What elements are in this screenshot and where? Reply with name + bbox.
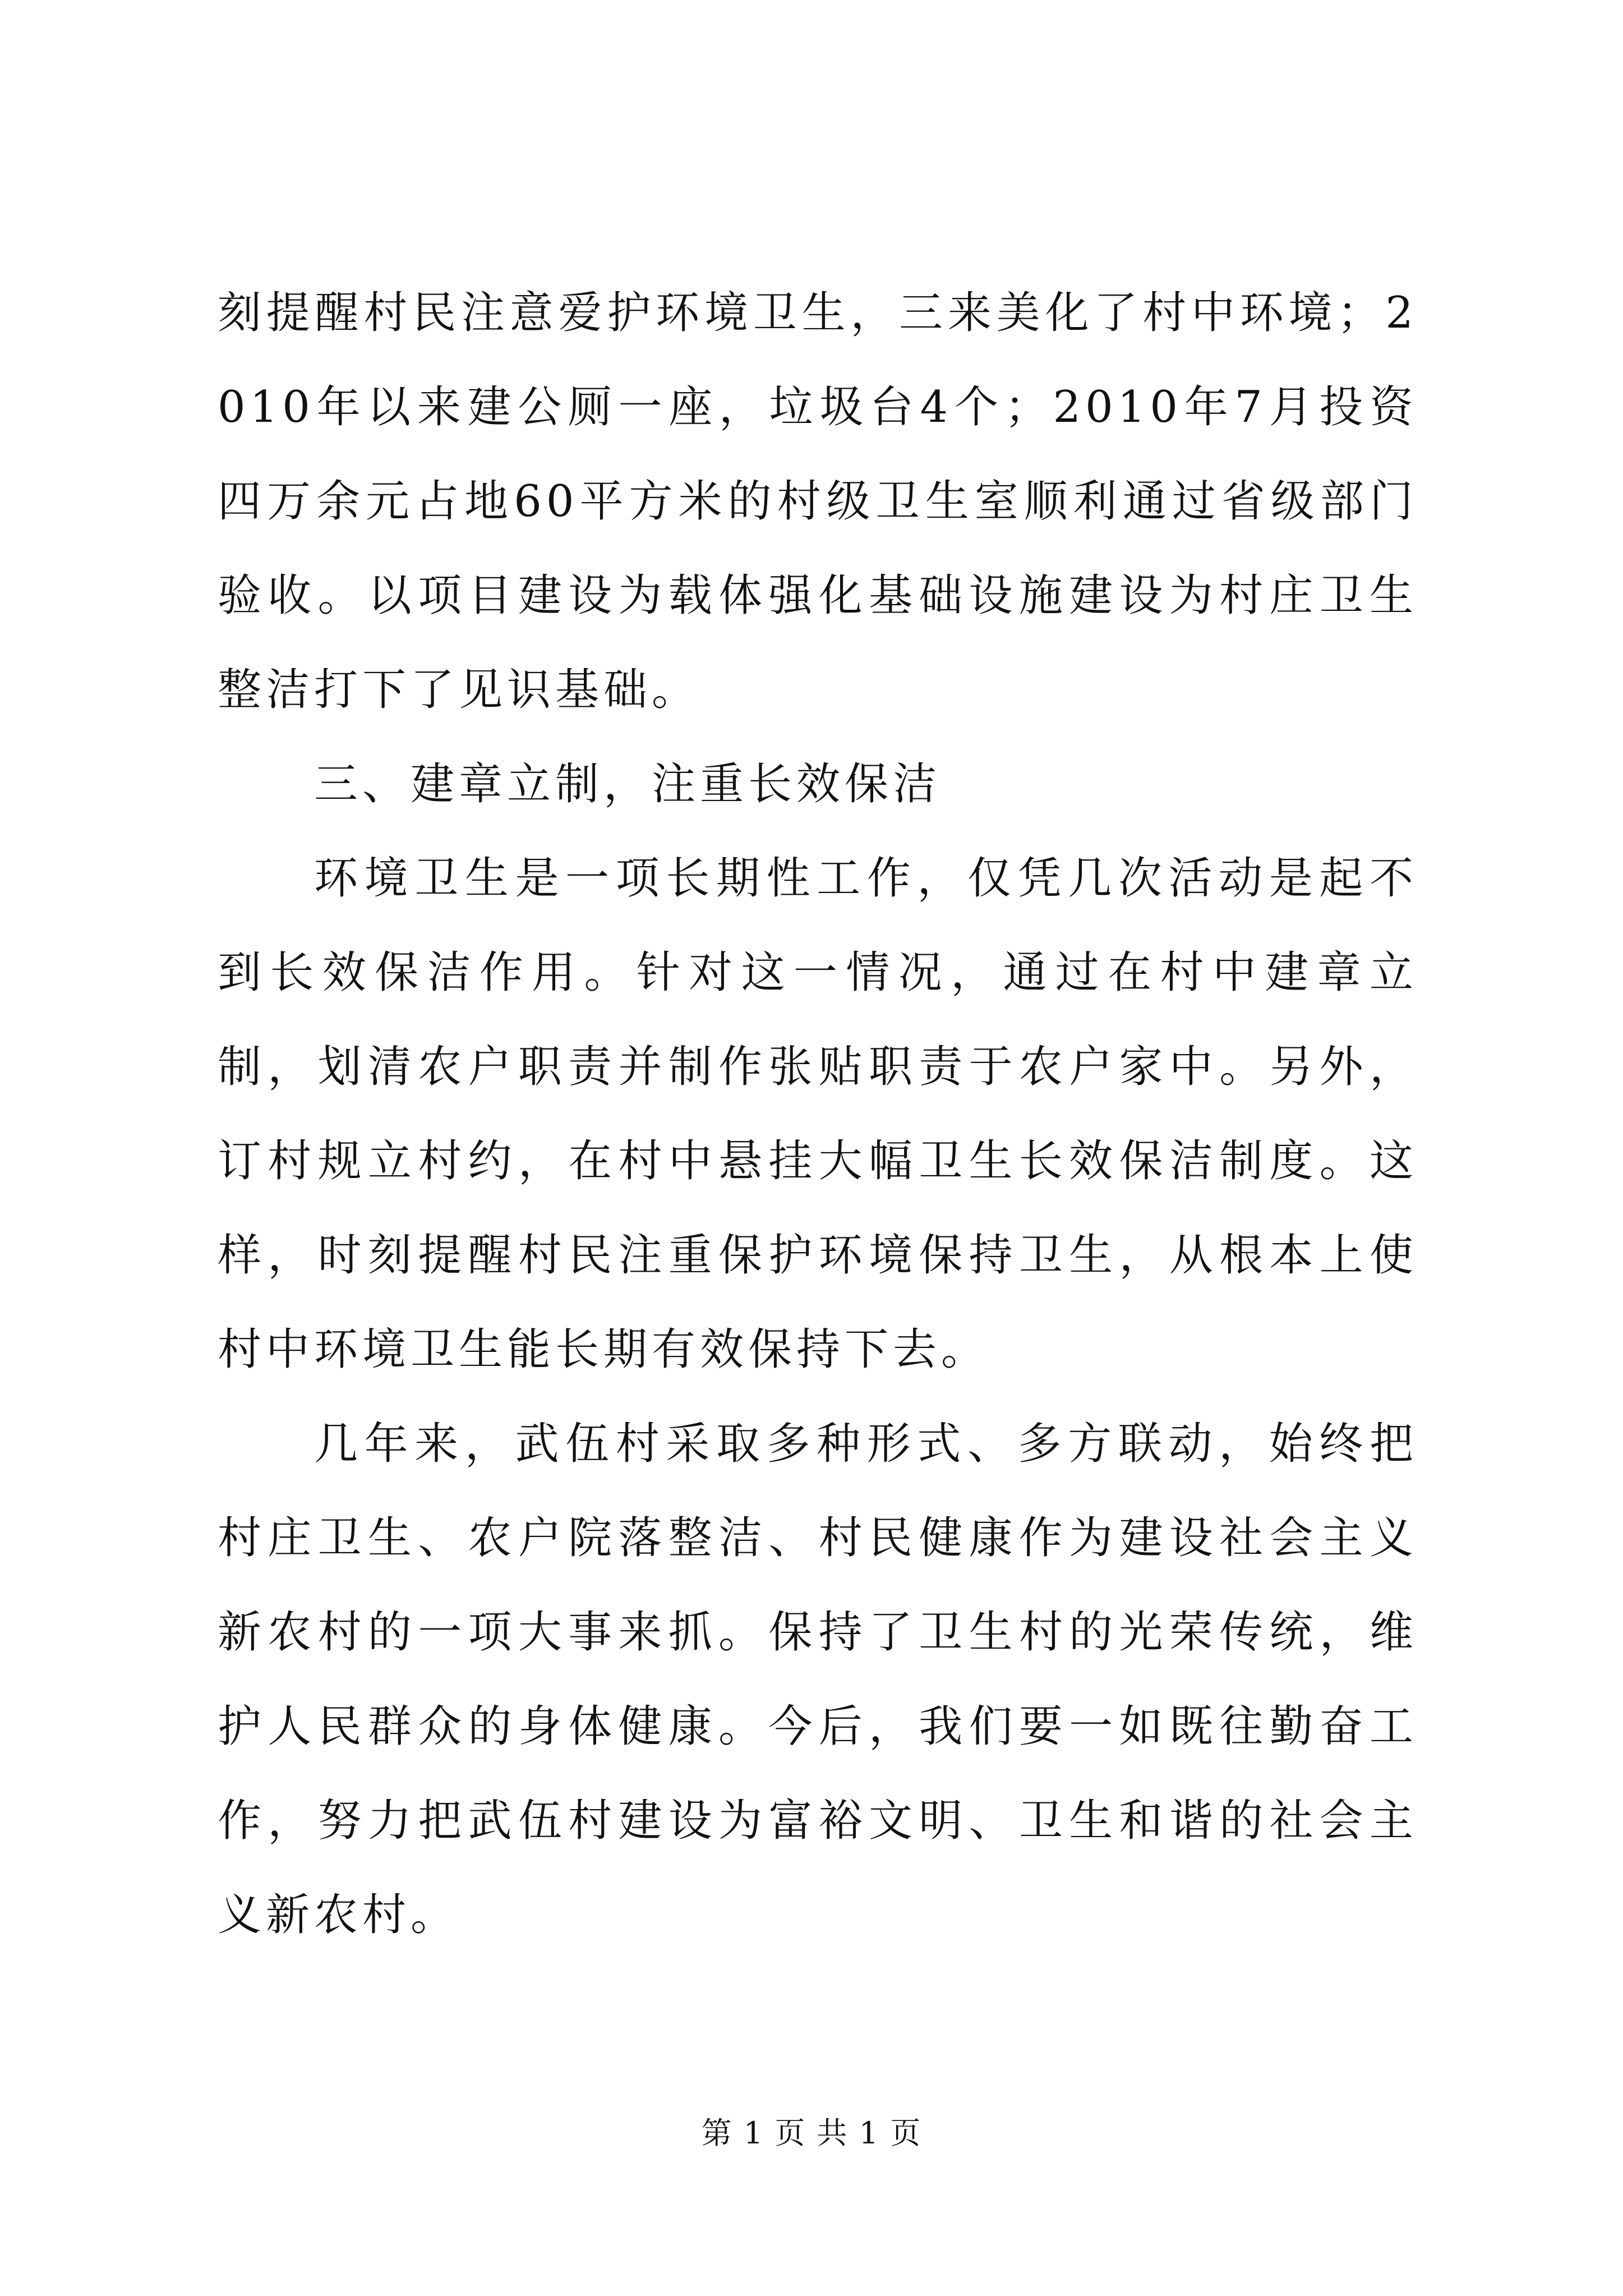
page-number-footer: 第 1 页 共 1 页 [701,2115,922,2151]
section-heading: 三、建章立制，注重长效保洁 [314,759,942,809]
document-body [218,266,1418,1962]
paragraph-conclusion: 几年来，武伍村采取多种形式、多方联动，始终把村庄卫生、农户院落整洁、村民健康作为建设社会主义新农村的一项大事来抓。保持了卫生村的光荣传统，维护人民群众的身体健康。今后，我们要一如既往勤奋工作，努力把武伍村建设为富裕文明、卫生和谐的社会主义新农村。 [218,1419,1418,1940]
paragraph-continuation: 刻提醒村民注意爱护环境卫生，三来美化了村中环境；2010年以来建公厕一座，垃圾台4个；2010年7月投资四万余元占地60平方米的村级卫生室顺利通过省级部门验收。以项目建设为载体强化基础设施建设为村庄卫生整洁打下了见识基础。 [218,288,1418,715]
paragraph-regulations: 环境卫生是一项长期性工作，仅凭几次活动是起不到长效保洁作用。针对这一情况，通过在村中建章立制，划清农户职责并制作张贴职责于农户家中。另外，订村规立村约，在村中悬挂大幅卫生长效保洁制度。这样，时刻提醒村民注重保护环境保持卫生，从根本上使村中环境卫生能长期有效保持下去。 [218,853,1418,1375]
